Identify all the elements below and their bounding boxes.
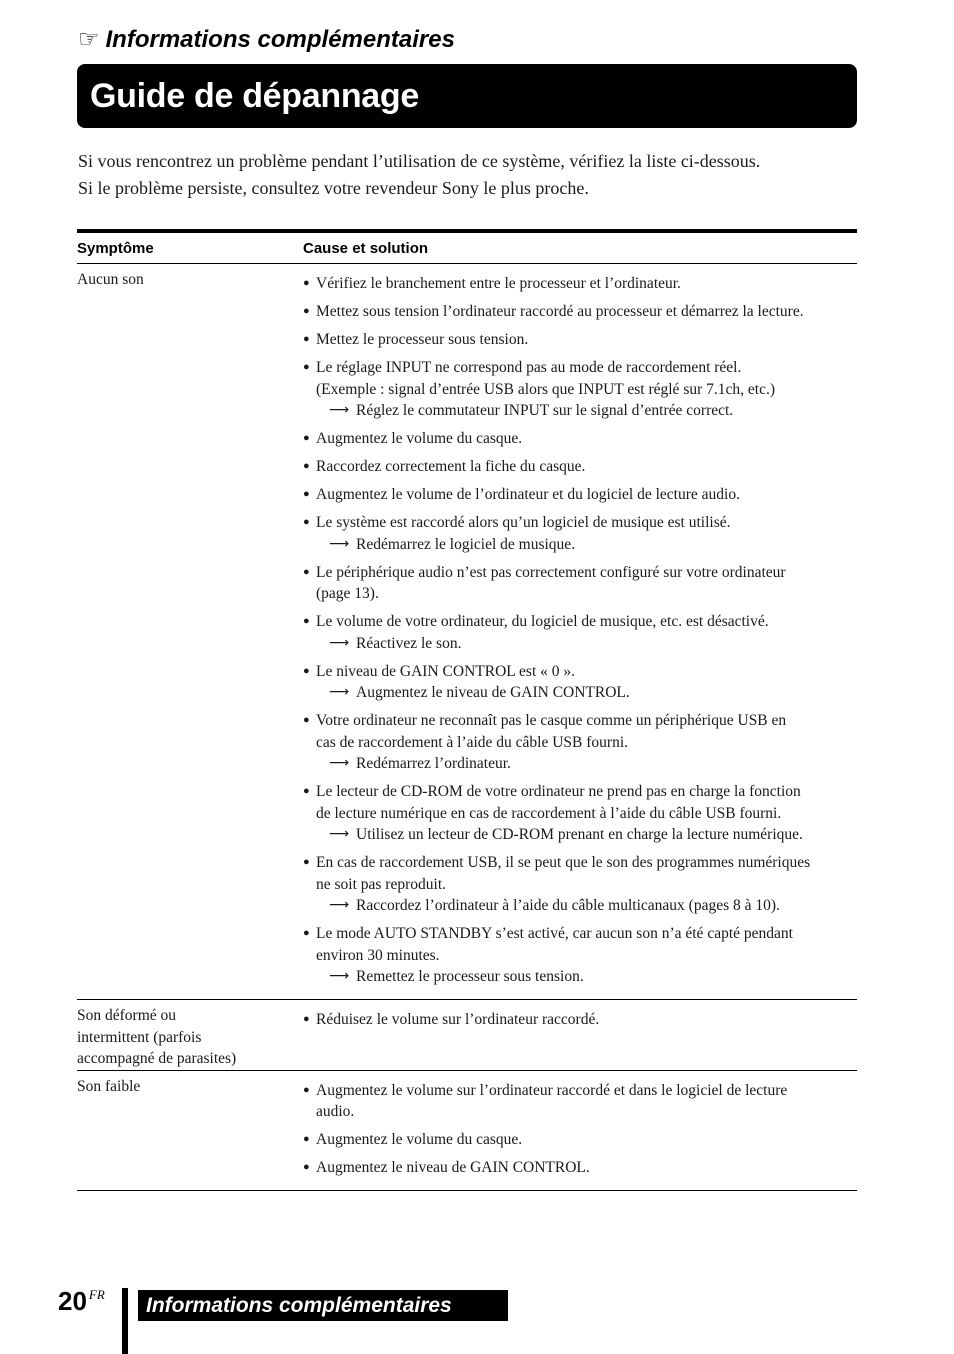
footer-section-tab xyxy=(138,1290,508,1321)
solution-line xyxy=(303,1080,857,1102)
solution-line xyxy=(303,611,857,633)
table-body xyxy=(77,264,857,1191)
intro-text xyxy=(78,148,868,202)
solution-item xyxy=(303,661,857,704)
bullet-icon: ● xyxy=(303,714,310,726)
arrow-right-icon: ⟶ xyxy=(329,968,350,984)
solution-text: Raccordez correctement la fiche du casque. xyxy=(316,458,586,475)
arrow-right-icon: ⟶ xyxy=(329,535,350,552)
remedy-text: Raccordez l’ordinateur à l’aide du câble multicanaux (pages 8 à 10). xyxy=(356,897,780,914)
bullet-icon: ● xyxy=(303,277,310,289)
solution-text: (page 13). xyxy=(316,585,379,602)
remedy-text: Redémarrez l’ordinateur. xyxy=(356,755,511,772)
table-row xyxy=(77,264,857,1000)
symptom-line: Son déformé ou xyxy=(77,1007,177,1024)
solution-text: Vérifiez le branchement entre le processeur et l’ordinateur. xyxy=(316,275,681,292)
solution-text: Augmentez le volume du casque. xyxy=(316,430,523,447)
solution-text: Le niveau de GAIN CONTROL est « 0 ». xyxy=(316,662,575,680)
page-number xyxy=(58,1286,105,1317)
remedy-text: Redémarrez le logiciel de musique. xyxy=(356,535,576,553)
solution-item xyxy=(303,781,857,846)
remedy-text: Augmentez le niveau de GAIN CONTROL. xyxy=(356,684,630,701)
solution-cell xyxy=(303,1071,857,1191)
solution-text: Augmentez le niveau de GAIN CONTROL. xyxy=(316,1159,590,1176)
solution-line xyxy=(303,1009,857,1031)
solution-item xyxy=(303,301,857,323)
remedy-line xyxy=(303,895,857,917)
arrow-right-icon: ⟶ xyxy=(329,755,350,771)
solution-text: cas de raccordement à l’aide du câble USB fourni. xyxy=(316,733,629,751)
solution-item xyxy=(303,1129,857,1151)
solution-item xyxy=(303,1080,857,1123)
bullet-icon: ● xyxy=(303,1083,310,1096)
remedy-line xyxy=(303,682,857,704)
bullet-icon: ● xyxy=(303,1133,310,1145)
symptom-cell: Son faible xyxy=(77,1077,141,1095)
solution-item xyxy=(303,1157,857,1179)
arrow-right-icon: ⟶ xyxy=(329,826,350,842)
solution-line xyxy=(303,781,857,803)
solution-item xyxy=(303,512,857,555)
solution-text: Le système est raccordé alors qu’un logiciel de musique est utilisé. xyxy=(316,514,731,531)
section-header xyxy=(78,26,455,54)
solution-text: Mettez sous tension l’ordinateur raccordé au processeur et démarrez la lecture. xyxy=(316,303,804,320)
solution-text: environ 30 minutes. xyxy=(316,946,440,964)
bullet-icon: ● xyxy=(303,785,310,797)
solution-item xyxy=(303,562,857,605)
solution-line xyxy=(303,329,857,351)
table-header xyxy=(77,233,857,264)
solution-line xyxy=(303,428,857,450)
bullet-icon: ● xyxy=(303,615,310,627)
solution-line xyxy=(303,852,857,874)
intro-line: Si vous rencontrez un problème pendant l’utilisation de ce système, vérifiez la liste ci-dessous. xyxy=(78,151,761,171)
remedy-line xyxy=(303,400,857,422)
bullet-icon: ● xyxy=(303,488,310,500)
page-number-value: 20 xyxy=(58,1286,87,1316)
solution-line xyxy=(303,710,857,732)
solution-item xyxy=(303,428,857,450)
solution-cell xyxy=(303,1000,857,1070)
arrow-right-icon: ⟶ xyxy=(329,684,350,700)
solution-item xyxy=(303,456,857,478)
symptom-cell: Aucun son xyxy=(77,271,144,288)
solution-text: Augmentez le volume sur l’ordinateur raccordé et dans le logiciel de lecture xyxy=(316,1081,788,1099)
solution-text: ne soit pas reproduit. xyxy=(316,875,447,893)
solution-text: de lecture numérique en cas de raccordement à l’aide du câble USB fourni. xyxy=(316,804,782,822)
bullet-icon: ● xyxy=(303,460,310,472)
remedy-line xyxy=(303,824,857,846)
solution-line xyxy=(303,357,857,379)
bullet-icon: ● xyxy=(303,333,310,345)
footer-tab-label: Informations complémentaires xyxy=(146,1293,452,1317)
remedy-line xyxy=(303,534,857,556)
solution-item xyxy=(303,611,857,654)
solution-line xyxy=(303,456,857,478)
remedy-text: Remettez le processeur sous tension. xyxy=(356,968,584,985)
solution-item xyxy=(303,1009,857,1031)
remedy-line xyxy=(303,633,857,655)
remedy-text: Réactivez le son. xyxy=(356,634,462,652)
bullet-icon: ● xyxy=(303,1161,310,1173)
bullet-icon: ● xyxy=(303,361,310,373)
solution-line xyxy=(303,562,857,584)
solution-text: Le mode AUTO STANDBY s’est activé, car aucun son n’a été capté pendant xyxy=(316,925,793,942)
section-header-label: Informations complémentaires xyxy=(105,26,455,53)
pointing-hand-icon: ☞ xyxy=(78,26,100,53)
page-title: Guide de dépannage xyxy=(90,76,419,115)
table-row xyxy=(77,1000,857,1071)
bullet-icon: ● xyxy=(303,516,310,528)
symptom-line: intermittent (parfois xyxy=(77,1028,202,1046)
symptom-line: accompagné de parasites) xyxy=(77,1050,237,1067)
remedy-line xyxy=(303,753,857,775)
solution-text: Le lecteur de CD-ROM de votre ordinateur ne prend pas en charge la fonction xyxy=(316,783,801,800)
solution-text: Votre ordinateur ne reconnaît pas le casque comme un périphérique USB en xyxy=(316,712,787,729)
remedy-text: Réglez le commutateur INPUT sur le signal d’entrée correct. xyxy=(356,402,734,419)
table-row xyxy=(77,1071,857,1192)
bullet-icon: ● xyxy=(303,565,310,578)
bullet-icon: ● xyxy=(303,1013,310,1025)
solution-text: (Exemple : signal d’entrée USB alors que INPUT est réglé sur 7.1ch, etc.) xyxy=(316,380,775,398)
solution-item xyxy=(303,923,857,988)
solution-item xyxy=(303,710,857,775)
arrow-right-icon: ⟶ xyxy=(329,897,350,913)
bullet-icon: ● xyxy=(303,305,310,317)
footer-divider xyxy=(122,1288,128,1354)
header-cause-solution: Cause et solution xyxy=(303,239,429,257)
solution-text: Mettez le processeur sous tension. xyxy=(316,331,529,348)
solution-text: Réduisez le volume sur l’ordinateur raccordé. xyxy=(316,1011,600,1028)
solution-text: audio. xyxy=(316,1103,355,1120)
arrow-right-icon: ⟶ xyxy=(329,402,350,418)
title-bar xyxy=(77,64,857,128)
solution-line xyxy=(303,1157,857,1179)
solution-cell xyxy=(303,264,857,999)
bullet-icon: ● xyxy=(303,432,310,444)
solution-text: Le réglage INPUT ne correspond pas au mode de raccordement réel. xyxy=(316,359,742,376)
troubleshooting-table xyxy=(77,229,857,1191)
solution-text: Le volume de votre ordinateur, du logiciel de musique, etc. est désactivé. xyxy=(316,613,769,630)
language-code: FR xyxy=(88,1287,105,1302)
solution-line xyxy=(303,484,857,506)
solution-line xyxy=(303,661,857,683)
solution-line xyxy=(303,273,857,295)
symptom-cell xyxy=(77,1000,303,1070)
solution-item xyxy=(303,273,857,295)
solution-item xyxy=(303,329,857,351)
bullet-icon: ● xyxy=(303,856,310,868)
solution-text: Augmentez le volume de l’ordinateur et du logiciel de lecture audio. xyxy=(316,486,740,503)
arrow-right-icon: ⟶ xyxy=(329,634,350,651)
solution-item xyxy=(303,852,857,917)
header-symptom: Symptôme xyxy=(77,239,154,257)
bullet-icon: ● xyxy=(303,664,310,677)
solution-line xyxy=(303,512,857,534)
bullet-icon: ● xyxy=(303,927,310,939)
remedy-line xyxy=(303,966,857,988)
remedy-text: Utilisez un lecteur de CD-ROM prenant en charge la lecture numérique. xyxy=(356,826,803,843)
solution-line xyxy=(303,301,857,323)
intro-line: Si le problème persiste, consultez votre revendeur Sony le plus proche. xyxy=(78,178,589,198)
solution-text: En cas de raccordement USB, il se peut que le son des programmes numériques xyxy=(316,854,811,871)
solution-text: Le périphérique audio n’est pas correctement configuré sur votre ordinateur xyxy=(316,563,786,581)
solution-line xyxy=(303,1129,857,1151)
solution-item xyxy=(303,484,857,506)
solution-line xyxy=(303,923,857,945)
solution-item xyxy=(303,357,857,422)
solution-text: Augmentez le volume du casque. xyxy=(316,1131,523,1148)
